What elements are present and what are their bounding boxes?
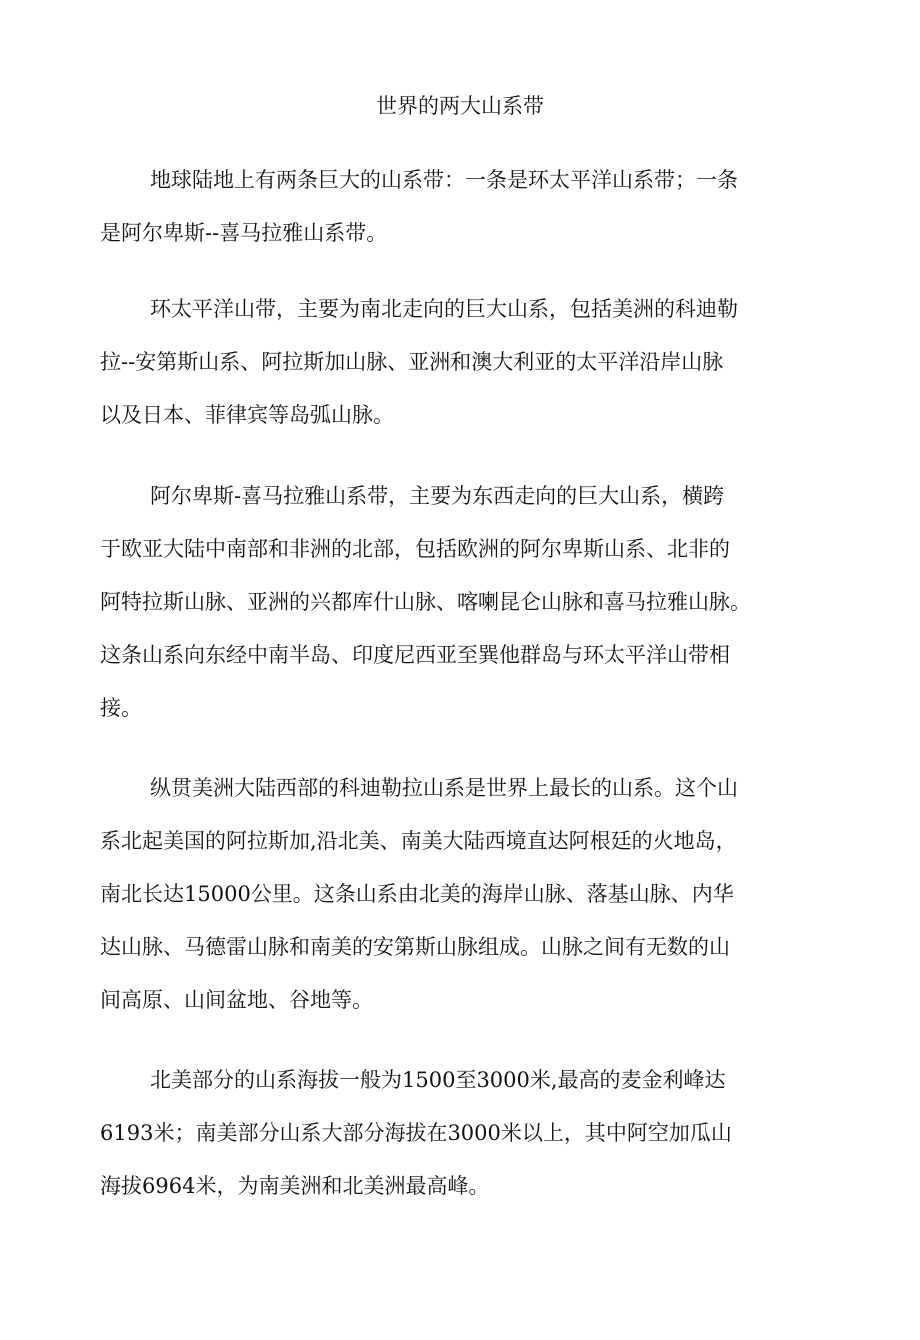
paragraph-line: 阿特拉斯山脉、亚洲的兴都库什山脉、喀喇昆仑山脉和喜马拉雅山脉。 <box>100 590 751 614</box>
paragraph-line: 以及日本、菲律宾等岛弧山脉。 <box>100 403 394 427</box>
paragraph-line: 北美部分的山系海拔一般为1500至3000米,最高的麦金利峰达 <box>150 1068 726 1092</box>
paragraph-line: 环太平洋山带，主要为南北走向的巨大山系，包括美洲的科迪勒 <box>150 297 738 321</box>
paragraph-cordillera-system <box>100 774 820 1039</box>
paragraph-line: 拉--安第斯山系、阿拉斯加山脉、亚洲和澳大利亚的太平洋沿岸山脉 <box>100 350 724 374</box>
paragraph-line: 接。 <box>100 696 142 720</box>
paragraph-line: 间高原、山间盆地、谷地等。 <box>100 988 373 1012</box>
paragraph-line: 是阿尔卑斯--喜马拉雅山系带。 <box>100 221 388 245</box>
paragraph-line: 阿尔卑斯-喜马拉雅山系带，主要为东西走向的巨大山系，横跨 <box>150 484 725 508</box>
paragraph-line: 系北起美国的阿拉斯加,沿北美、南美大陆西境直达阿根廷的火地岛， <box>100 829 737 853</box>
paragraph-line: 达山脉、马德雷山脉和南美的安第斯山脉组成。山脉之间有无数的山 <box>100 935 730 959</box>
paragraph-line: 这条山系向东经中南半岛、印度尼西亚至巽他群岛与环太平洋山带相 <box>100 643 730 667</box>
paragraph-line: 南北长达15000公里。这条山系由北美的海岸山脉、落基山脉、内华 <box>100 882 734 906</box>
paragraph-line: 地球陆地上有两条巨大的山系带：一条是环太平洋山系带；一条 <box>150 168 738 192</box>
paragraph-line: 于欧亚大陆中南部和非洲的北部，包括欧洲的阿尔卑斯山系、北非的 <box>100 537 730 561</box>
paragraph-line: 海拔6964米，为南美洲和北美洲最高峰。 <box>100 1174 490 1198</box>
paragraph-alpine-himalayan-belt <box>100 482 820 747</box>
paragraph-pacific-and-alpine-belts <box>100 166 820 272</box>
paragraph-circum-pacific-belt <box>100 295 820 454</box>
paragraph-line: 纵贯美洲大陆西部的科迪勒拉山系是世界上最长的山系。这个山 <box>150 776 738 800</box>
paragraph-line: 6193米；南美部分山系大部分海拔在3000米以上，其中阿空加瓜山 <box>100 1121 732 1145</box>
document-title: 世界的两大山系带 <box>376 94 544 118</box>
paragraph-elevations <box>100 1066 820 1225</box>
